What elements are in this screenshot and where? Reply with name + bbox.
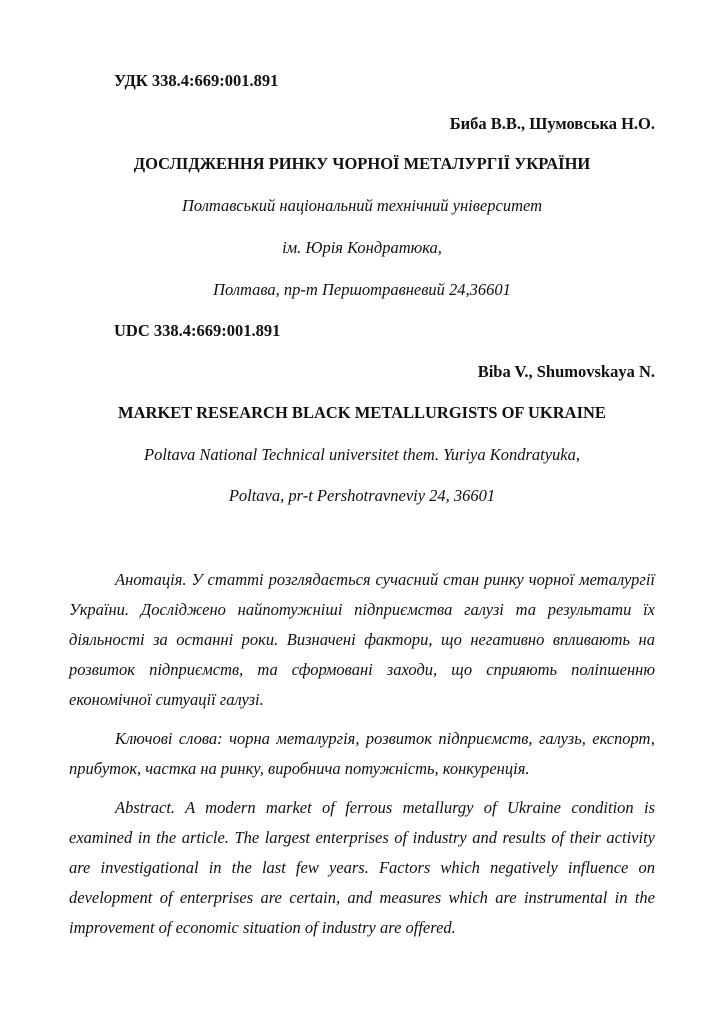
affiliation-ua-line1: Полтавський національний технічний університет: [181, 196, 543, 215]
keywords-ua: Ключові слова: чорна металургія, розвиток підприємств, галузь, експорт, прибуток, частка на ринку, виробнича потужність, конкуренція.: [69, 729, 655, 778]
affiliation-en-line2: Poltava, pr-t Pershotravneviy 24, 36601: [228, 486, 496, 505]
abstract-en: Abstract. A modern market of ferrous metallurgy of Ukraine condition is examined in the article. The largest enterprises of industry and results of their activity are investigational in the last few years. Factors which negatively influence on development of enterprises are certain, and measures which are instrumental in the improvement of economic situation of industry are offered.: [69, 798, 655, 937]
authors-en: Biba V., Shumovskaya N.: [477, 362, 655, 381]
udc-en: UDC 338.4:669:001.891: [114, 321, 281, 340]
title-ua: ДОСЛІДЖЕННЯ РИНКУ ЧОРНОЇ МЕТАЛУРГІЇ УКРАЇНИ: [133, 154, 591, 173]
authors-ua: Биба В.В., Шумовська Н.О.: [449, 114, 655, 133]
title-en: MARKET RESEARCH BLACK METALLURGISTS OF UKRAINE: [118, 403, 606, 422]
abstract-ua: Анотація. У статті розглядається сучасний стан ринку чорної металургії України. Досліджено найпотужніші підприємства галузі та результати їх діяльності за останні роки. Визначені фактори, що негативно впливають на розвиток підприємств, та сформовані заходи, що сприяють поліпшенню економічної ситуації галузі.: [69, 570, 655, 709]
udc-ua: УДК 338.4:669:001.891: [114, 71, 279, 90]
affiliation-ua-line2: ім. Юрія Кондратюка,: [282, 238, 442, 257]
affiliation-ua-line3: Полтава, пр-т Першотравневий 24,36601: [213, 280, 511, 299]
affiliation-en-line1: Poltava National Technical universitet them. Yuriya Kondratyuka,: [143, 445, 580, 464]
